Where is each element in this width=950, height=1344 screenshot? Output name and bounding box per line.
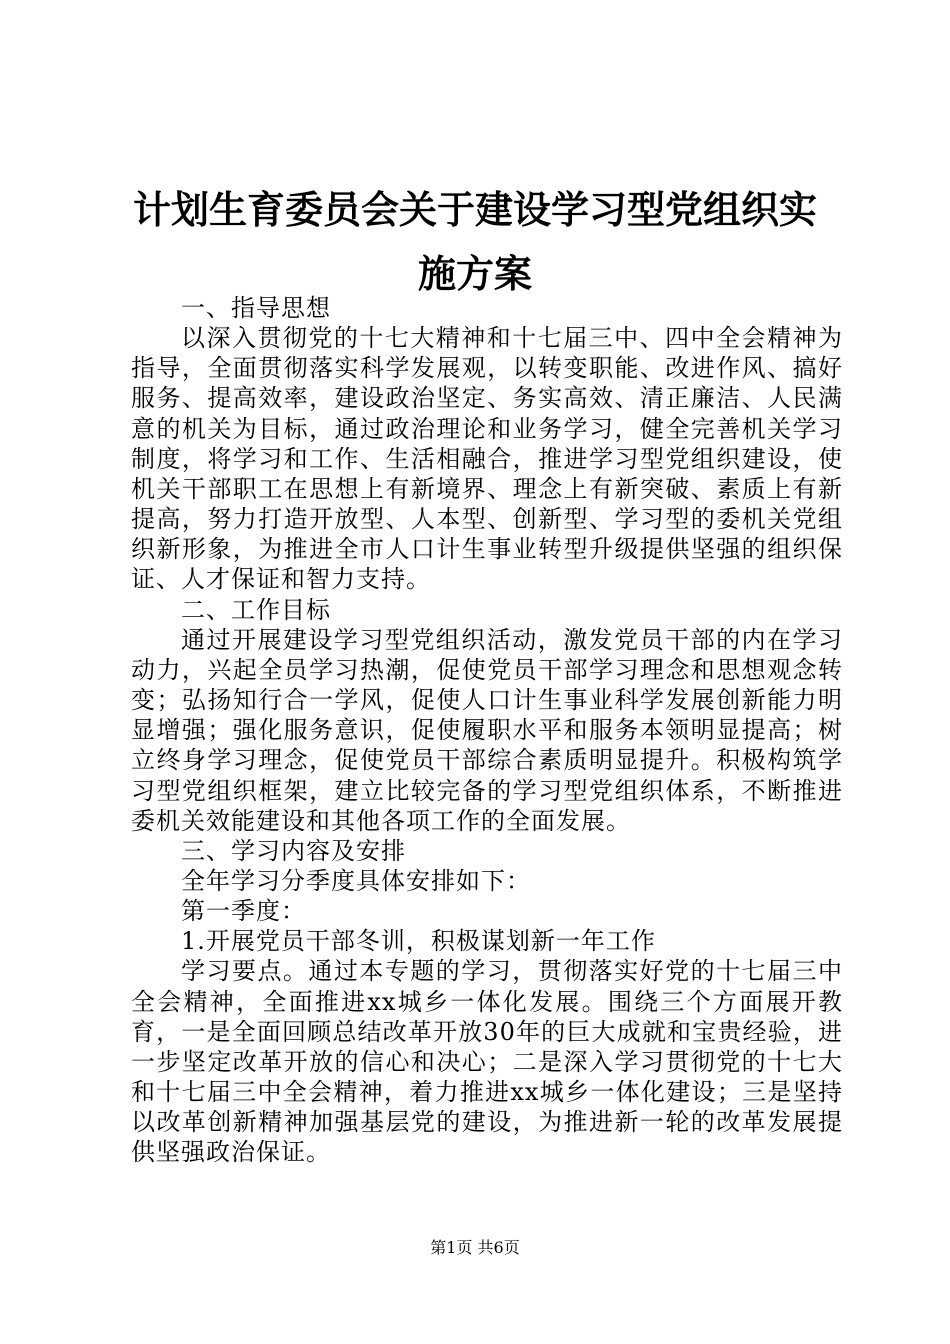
paragraph-guiding-ideology: 以深入贯彻党的十七大精神和十七届三中、四中全会精神为指导，全面贯彻落实科学发展观，以转变职能、改进作风、搞好服务、提高效率，建设政治坚定、务实高效、清正廉洁、人民满意的机关为目标，通过政治理论和业务学习，健全完善机关学习制度，将学习和工作、生活相融合，推进学习型党组织建设，使机关干部职工在思想上有新境界、理念上有新突破、素质上有新提高，努力打造开放型、人本型、创新型、学习型的委机关党组织新形象，为推进全市人口计生事业转型升级提供坚强的组织保证、人才保证和智力支持。: [131, 324, 843, 594]
paragraph-work-goals: 通过开展建设学习型党组织活动，激发党员干部的内在学习动力，兴起全员学习热潮，促使党员干部学习理念和思想观念转变；弘扬知行合一学风，促使人口计生事业科学发展创新能力明显增强；强化服务意识，促使履职水平和服务本领明显提高；树立终身学习理念，促使党员干部综合素质明显提升。积极构筑学习型党组织框架，建立比较完备的学习型党组织体系，不断推进委机关效能建设和其他各项工作的全面发展。: [131, 625, 843, 835]
paragraph-first-quarter: 第一季度：: [181, 897, 306, 926]
section-heading-work-goals: 二、工作目标: [181, 595, 331, 624]
paragraph-quarterly-arrangement: 全年学习分季度具体安排如下：: [181, 866, 531, 895]
section-heading-guiding-ideology: 一、指导思想: [181, 294, 331, 322]
paragraph-item-1: 1.开展党员干部冬训，积极谋划新一年工作: [181, 927, 656, 956]
section-heading-study-content: 三、学习内容及安排: [181, 836, 406, 865]
document-title: 计划生育委员会关于建设学习型党组织实施方案: [132, 187, 817, 296]
document-body: [131, 293, 843, 1168]
page-footer: 第1页 共6页: [430, 1238, 520, 1257]
paragraph-study-points: 学习要点。通过本专题的学习，贯彻落实好党的十七届三中全会精神，全面推进xx城乡一体化发展。围绕三个方面展开教育，一是全面回顾总结改革开放30年的巨大成就和宝贵经验，进一步坚定改革开放的信心和决心；二是深入学习贯彻党的十七大和十七届三中全会精神，着力推进xx城乡一体化建设；三是坚持以改革创新精神加强基层党的建设，为推进新一轮的改革发展提供坚强政治保证。: [131, 957, 843, 1167]
